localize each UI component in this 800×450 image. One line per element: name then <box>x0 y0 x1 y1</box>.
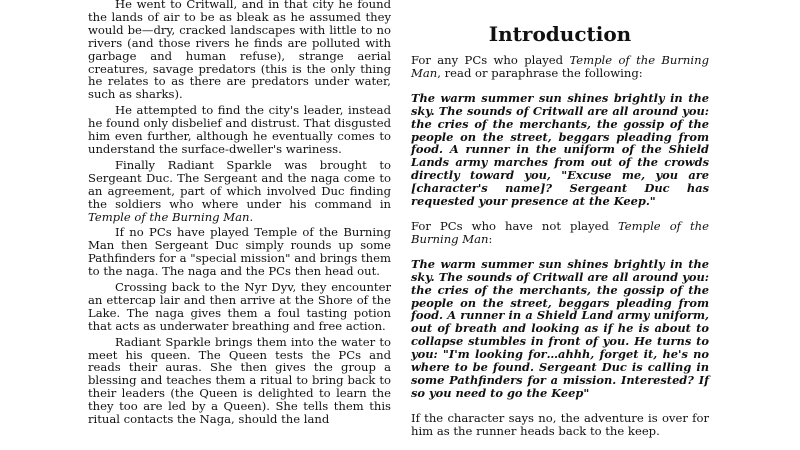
intro-paragraph-not-played <box>411 220 709 246</box>
section-heading: Introduction <box>488 22 632 46</box>
intro-1-prefix: For any PCs who played <box>411 53 564 67</box>
read-aloud-text-not-played: The warm summer sun shines brightly in the sky. The sounds of Critwall are all around you: the cries of the merchants, the gossip of the people on the street, beggars pleading from food. A runner in a Shield Land army uniform, out of breath and looking as if he is about to collapse stumbles in front of you. He turns to you: "I'm looking for…ahhh, forget it, he's no where to be found. Sergeant Duc is calling in some Pathfinders for a mission. Interested? If so you need to go the Keep" <box>411 256 709 400</box>
left-column <box>88 0 391 426</box>
paragraph-critwall: He went to Critwall, and in that city he found the lands of air to be as bleak as he assumed they would be—dry, cracked landscapes with little to no rivers (and those rivers he finds are polluted with garbage and human refuse), strange aerial creatures, savage predators (this is the only thing he relates to as there are predators under water, such as sharks). <box>88 0 391 102</box>
closing-paragraph: If the character says no, the adventure is over for him as the runner heads back to the keep. <box>411 410 709 438</box>
intro-1-suffix: , read or paraphrase the following: <box>437 65 643 80</box>
intro-1-title: Temple of the Burning Man <box>411 53 709 80</box>
paragraph-no-pcs: If no PCs have played Temple of the Burning Man then Sergeant Duc simply rounds up some Pathfinders for a "special mission" and brings them to the naga. The naga and the PCs then head out. <box>88 225 391 279</box>
paragraph-sergeant-duc-text: Finally Radiant Sparkle was brought to Sergeant Duc. The Sergeant and the naga come to an agreement, part of which involved Duc finding the soldiers who where under his command in <box>88 157 391 211</box>
intro-2-prefix: For PCs who have not played <box>411 218 609 233</box>
paragraph-sergeant-duc <box>88 159 391 224</box>
paragraph-queen: Radiant Sparkle brings them into the water to meet his queen. The Queen tests the PCs and reads their auras. She then gives the group a blessing and teaches them a ritual to bring back to their leaders (the Queen is delighted to learn the they too are led by a Queen). She tells them this ritual contacts the Naga, should the land <box>88 334 391 427</box>
read-aloud-text-played: The warm summer sun shines brightly in the sky. The sounds of Critwall are all around you: the cries of the merchants, the gossip of the people on the street, beggars pleading from food. A runner in the uniform of the Shield Lands army marches from out of the crowds directly toward you, "Excuse me, you are [character's name]? Sergeant Duc has requested your presence at the Keep." <box>411 90 709 209</box>
intro-2-title: Temple of the Burning Man <box>411 218 709 246</box>
paragraph-nyr-dyv: Crossing back to the Nyr Dyv, they encounter an ettercap lair and then arrive at the Shore of the Lake. The naga gives them a foul tasting potion that acts as underwater breathing and free action. <box>88 280 391 333</box>
intro-paragraph-played <box>411 54 709 80</box>
temple-title: Temple of the Burning Man. <box>88 209 254 224</box>
paragraph-city-leader: He attempted to find the city's leader, instead he found only disbelief and distrust. That disgusted him even further, although he eventually comes to understand the surface-dweller's wariness. <box>88 103 391 156</box>
right-column <box>411 22 709 450</box>
intro-2-suffix: : <box>488 231 493 246</box>
